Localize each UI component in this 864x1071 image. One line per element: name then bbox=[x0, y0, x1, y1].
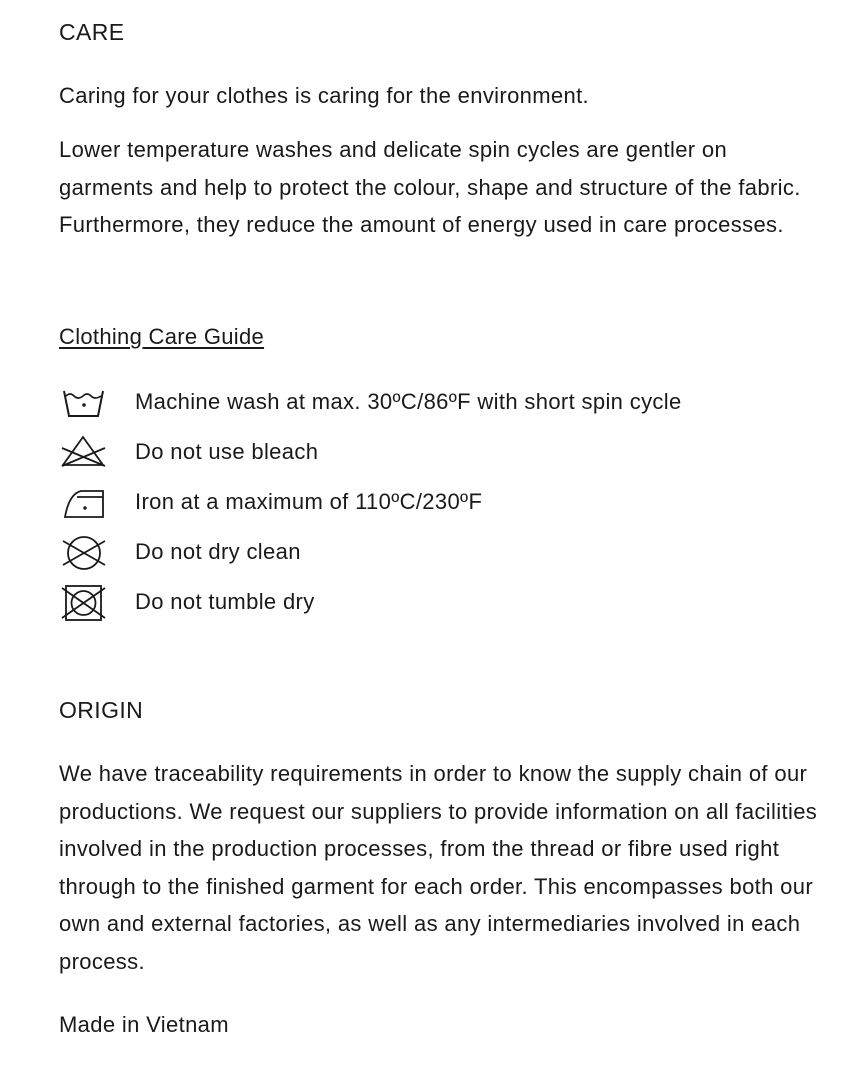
care-instruction-item bbox=[59, 582, 819, 622]
no-tumble-dry-icon bbox=[59, 582, 109, 622]
care-intro-text: Caring for your clothes is caring for the environment. bbox=[59, 83, 590, 108]
care-instruction-item bbox=[59, 532, 819, 572]
care-instruction-text: Do not dry clean bbox=[135, 539, 301, 564]
no-dry-clean-icon bbox=[59, 532, 109, 572]
machine-wash-30-icon bbox=[59, 382, 109, 422]
care-instruction-text: Iron at a maximum of 110ºC/230ºF bbox=[135, 489, 483, 514]
care-instruction-item bbox=[59, 482, 819, 522]
care-instruction-text: Do not tumble dry bbox=[135, 589, 315, 614]
iron-low-heat-icon bbox=[59, 482, 109, 522]
care-body-text: Lower temperature washes and delicate spin cycles are gentler on garments and help to protect the colour, shape and structure of the fabric. Furthermore, they reduce the amount of energy used in care processes. bbox=[59, 137, 801, 238]
no-bleach-icon bbox=[59, 432, 109, 472]
origin-section-title: ORIGIN bbox=[59, 697, 144, 723]
origin-body-text: We have traceability requirements in order to know the supply chain of our productions. We request our suppliers to provide information on all facilities involved in the production processes, from the thread or fibre used right through to the finished garment for each order. This encompasses both our own and external factories, as well as any intermediaries involved in each process. bbox=[59, 761, 818, 974]
care-instruction-text: Do not use bleach bbox=[135, 439, 319, 464]
care-instruction-item bbox=[59, 382, 819, 422]
made-in-text: Made in Vietnam bbox=[59, 1012, 229, 1037]
care-section-title: CARE bbox=[59, 19, 125, 45]
clothing-care-guide-link[interactable]: Clothing Care Guide bbox=[59, 324, 265, 349]
care-instruction-text: Machine wash at max. 30ºC/86ºF with short spin cycle bbox=[135, 389, 682, 414]
care-instruction-item bbox=[59, 432, 819, 472]
